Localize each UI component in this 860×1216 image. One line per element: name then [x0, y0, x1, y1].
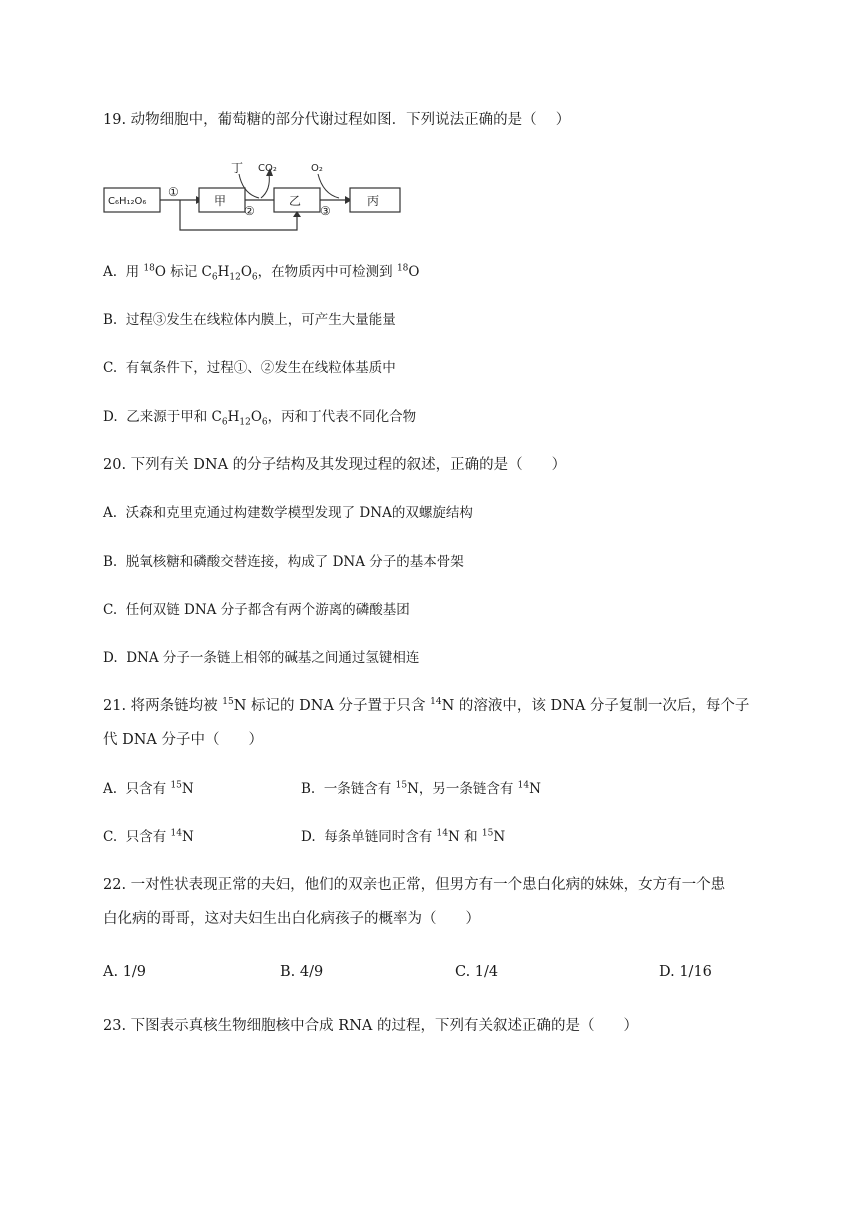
q19-metabolism-diagram [103, 160, 403, 240]
q19-option-a[interactable]: A. 用 $^{18}$O 标记 $C_6H_{12}O_6$，在物质丙中可检测到 $^{18}$O [103, 263, 420, 283]
q20-stem: 20. 下列有关 DNA 的分子结构及其发现过程的叙述，正确的是（ ） [103, 457, 567, 473]
diagram-box3-label: 丙 [367, 194, 380, 208]
diagram-circle1: ① [168, 185, 179, 199]
q21-option-c[interactable]: C. 只含有 $^{14}$N [103, 828, 194, 845]
q21-option-a[interactable]: A. 只含有 $^{15}$N [103, 780, 194, 797]
q19-option-b[interactable]: B. 过程③发生在线粒体内膜上，可产生大量能量 [103, 312, 396, 328]
q21-option-d[interactable]: D. 每条单链同时含有 $^{14}$N 和 $^{15}$N [301, 828, 506, 845]
diagram-input2: 丁 [231, 161, 244, 175]
q21-stem-line2: 代 DNA 分子中（ ） [103, 732, 264, 748]
q22-option-a[interactable]: A. 1/9 [103, 964, 147, 980]
q21-stem-line1: 21. 将两条链均被 $^{15}$N 标记的 DNA 分子置于只含 $^{14}$N 的溶液中，该 DNA 分子复制一次后，每个子 [103, 697, 750, 714]
q22-stem-line2: 白化病的哥哥，这对夫妇生出白化病孩子的概率为（ ） [103, 911, 480, 927]
diagram-output2: CO₂ [258, 163, 277, 174]
q20-option-b[interactable]: B. 脱氧核糖和磷酸交替连接，构成了 DNA 分子的基本骨架 [103, 554, 464, 570]
q21-option-b[interactable]: B. 一条链含有 $^{15}$N，另一条链含有 $^{14}$N [301, 780, 541, 797]
q22-option-c[interactable]: C. 1/4 [455, 964, 499, 980]
q22-stem-line1: 22. 一对性状表现正常的夫妇，他们的双亲也正常，但男方有一个患白化病的妹妹，女方有一个患 [103, 877, 726, 893]
q19-stem: 19. 动物细胞中，葡萄糖的部分代谢过程如图．下列说法正确的是（ ） [103, 112, 571, 128]
q19-option-d[interactable]: D. 乙来源于甲和 $C_6H_{12}O_6$，丙和丁代表不同化合物 [103, 409, 417, 428]
q20-option-d[interactable]: D. DNA 分子一条链上相邻的碱基之间通过氢键相连 [103, 650, 420, 666]
q20-option-a[interactable]: A. 沃森和克里克通过构建数学模型发现了 DNA的双螺旋结构 [103, 505, 473, 521]
q23-stem: 23. 下图表示真核生物细胞核中合成 RNA 的过程，下列有关叙述正确的是（ ） [103, 1018, 638, 1034]
diagram-input3: O₂ [311, 163, 323, 174]
diagram-box2-label: 乙 [289, 194, 302, 208]
diagram-circle2: ② [244, 204, 255, 218]
q22-option-d[interactable]: D. 1/16 [659, 964, 712, 980]
q20-option-c[interactable]: C. 任何双链 DNA 分子都含有两个游离的磷酸基团 [103, 602, 410, 618]
diagram-start-label: C₆H₁₂O₆ [108, 196, 147, 207]
q19-option-c[interactable]: C. 有氧条件下，过程①、②发生在线粒体基质中 [103, 360, 396, 376]
diagram-box1-label: 甲 [214, 194, 227, 208]
diagram-circle3: ③ [320, 204, 331, 218]
q22-option-b[interactable]: B. 4/9 [280, 964, 324, 980]
